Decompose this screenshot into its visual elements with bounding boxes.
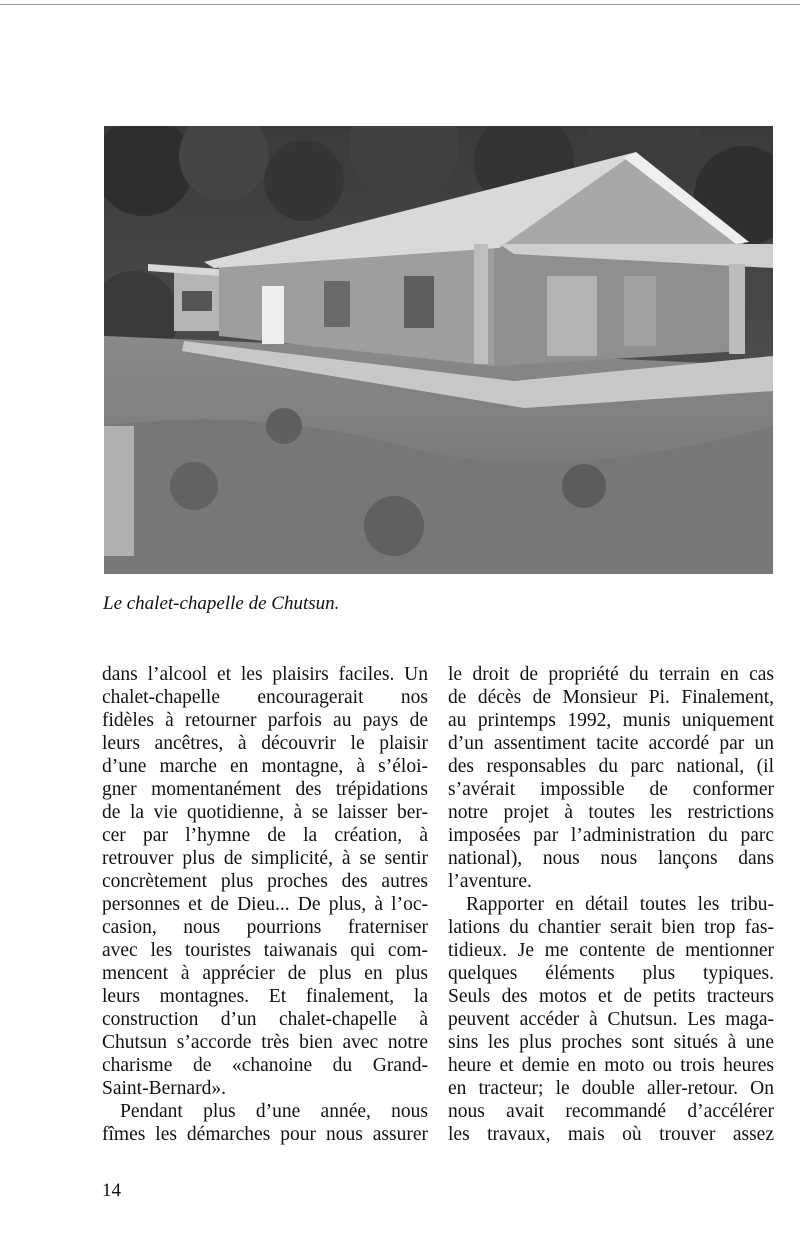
text-line: d’un assentiment tacite accordé par un xyxy=(448,733,774,754)
text-column-right xyxy=(448,663,774,1146)
text-line: de décès de Monsieur Pi. Finalement, xyxy=(448,687,774,708)
text-column-left xyxy=(102,663,428,1146)
text-line: retrouver plus de simplicité, à se sentir xyxy=(102,848,428,869)
text-line: avec les touristes taiwanais qui com- xyxy=(102,940,428,961)
text-line: lations du chantier serait bien trop fas- xyxy=(448,917,774,938)
text-line: sins les plus proches sont situés à une xyxy=(448,1032,774,1053)
text-line: l’aventure. xyxy=(448,871,532,892)
text-line: d’une marche en montagne, à s’éloi- xyxy=(102,756,428,777)
text-line: gner momentanément des trépidations xyxy=(102,779,428,800)
text-line: fidèles à retourner parfois au pays de xyxy=(102,710,428,731)
page-number: 14 xyxy=(102,1180,121,1201)
text-line: tidieux. Je me contente de mentionner xyxy=(448,940,774,961)
text-line: Seuls des motos et de petits tracteurs xyxy=(448,986,774,1007)
text-line: quelques éléments plus typiques. xyxy=(448,963,774,984)
text-line: en tracteur; le double aller-retour. On xyxy=(448,1078,774,1099)
text-line: Pendant plus d’une année, nous xyxy=(120,1101,428,1122)
text-line: imposées par l’administration du parc xyxy=(448,825,774,846)
text-line: au printemps 1992, munis uniquement xyxy=(448,710,774,731)
text-line: concrètement plus proches des autres xyxy=(102,871,428,892)
text-line: notre projet à toutes les restrictions xyxy=(448,802,774,823)
text-line: Chutsun s’accorde très bien avec notre xyxy=(102,1032,428,1053)
text-line: charisme de «chanoine du Grand- xyxy=(102,1055,428,1076)
text-line: le droit de propriété du terrain en cas xyxy=(448,664,774,685)
text-line: national), nous nous lançons dans xyxy=(448,848,774,869)
text-line: les travaux, mais où trouver assez xyxy=(448,1124,774,1145)
text-line: heure et demie en moto ou trois heures xyxy=(448,1055,774,1076)
text-line: peuvent accéder à Chutsun. Les maga- xyxy=(448,1009,774,1030)
text-line: construction d’un chalet-chapelle à xyxy=(102,1009,428,1030)
text-line: de la vie quotidienne, à se laisser ber- xyxy=(102,802,428,823)
text-line: nous avait recommandé d’accélérer xyxy=(448,1101,774,1122)
text-line: Saint-Bernard». xyxy=(102,1078,227,1099)
text-line: casion, nous pourrions fraterniser xyxy=(102,917,428,938)
text-line: fîmes les démarches pour nous assurer xyxy=(102,1124,428,1145)
text-line: leurs montagnes. Et finalement, la xyxy=(102,986,428,1007)
text-line: chalet-chapelle encouragerait nos xyxy=(102,687,428,708)
text-line: personnes et de Dieu... De plus, à l’oc- xyxy=(102,894,428,915)
text-line: mencent à apprécier de plus en plus xyxy=(102,963,428,984)
figure-caption: Le chalet-chapelle de Chutsun. xyxy=(103,593,340,614)
chalet-photo xyxy=(104,126,773,574)
text-line: leurs ancêtres, à découvrir le plaisir xyxy=(102,733,428,754)
top-rule xyxy=(0,4,800,5)
text-line: Rapporter en détail toutes les tribu- xyxy=(466,894,774,915)
text-line: dans l’alcool et les plaisirs faciles. Un xyxy=(102,664,428,685)
text-line: des responsables du parc national, (il xyxy=(448,756,774,777)
text-line: cer par l’hymne de la création, à xyxy=(102,825,428,846)
text-line: s’avérait impossible de conformer xyxy=(448,779,774,800)
